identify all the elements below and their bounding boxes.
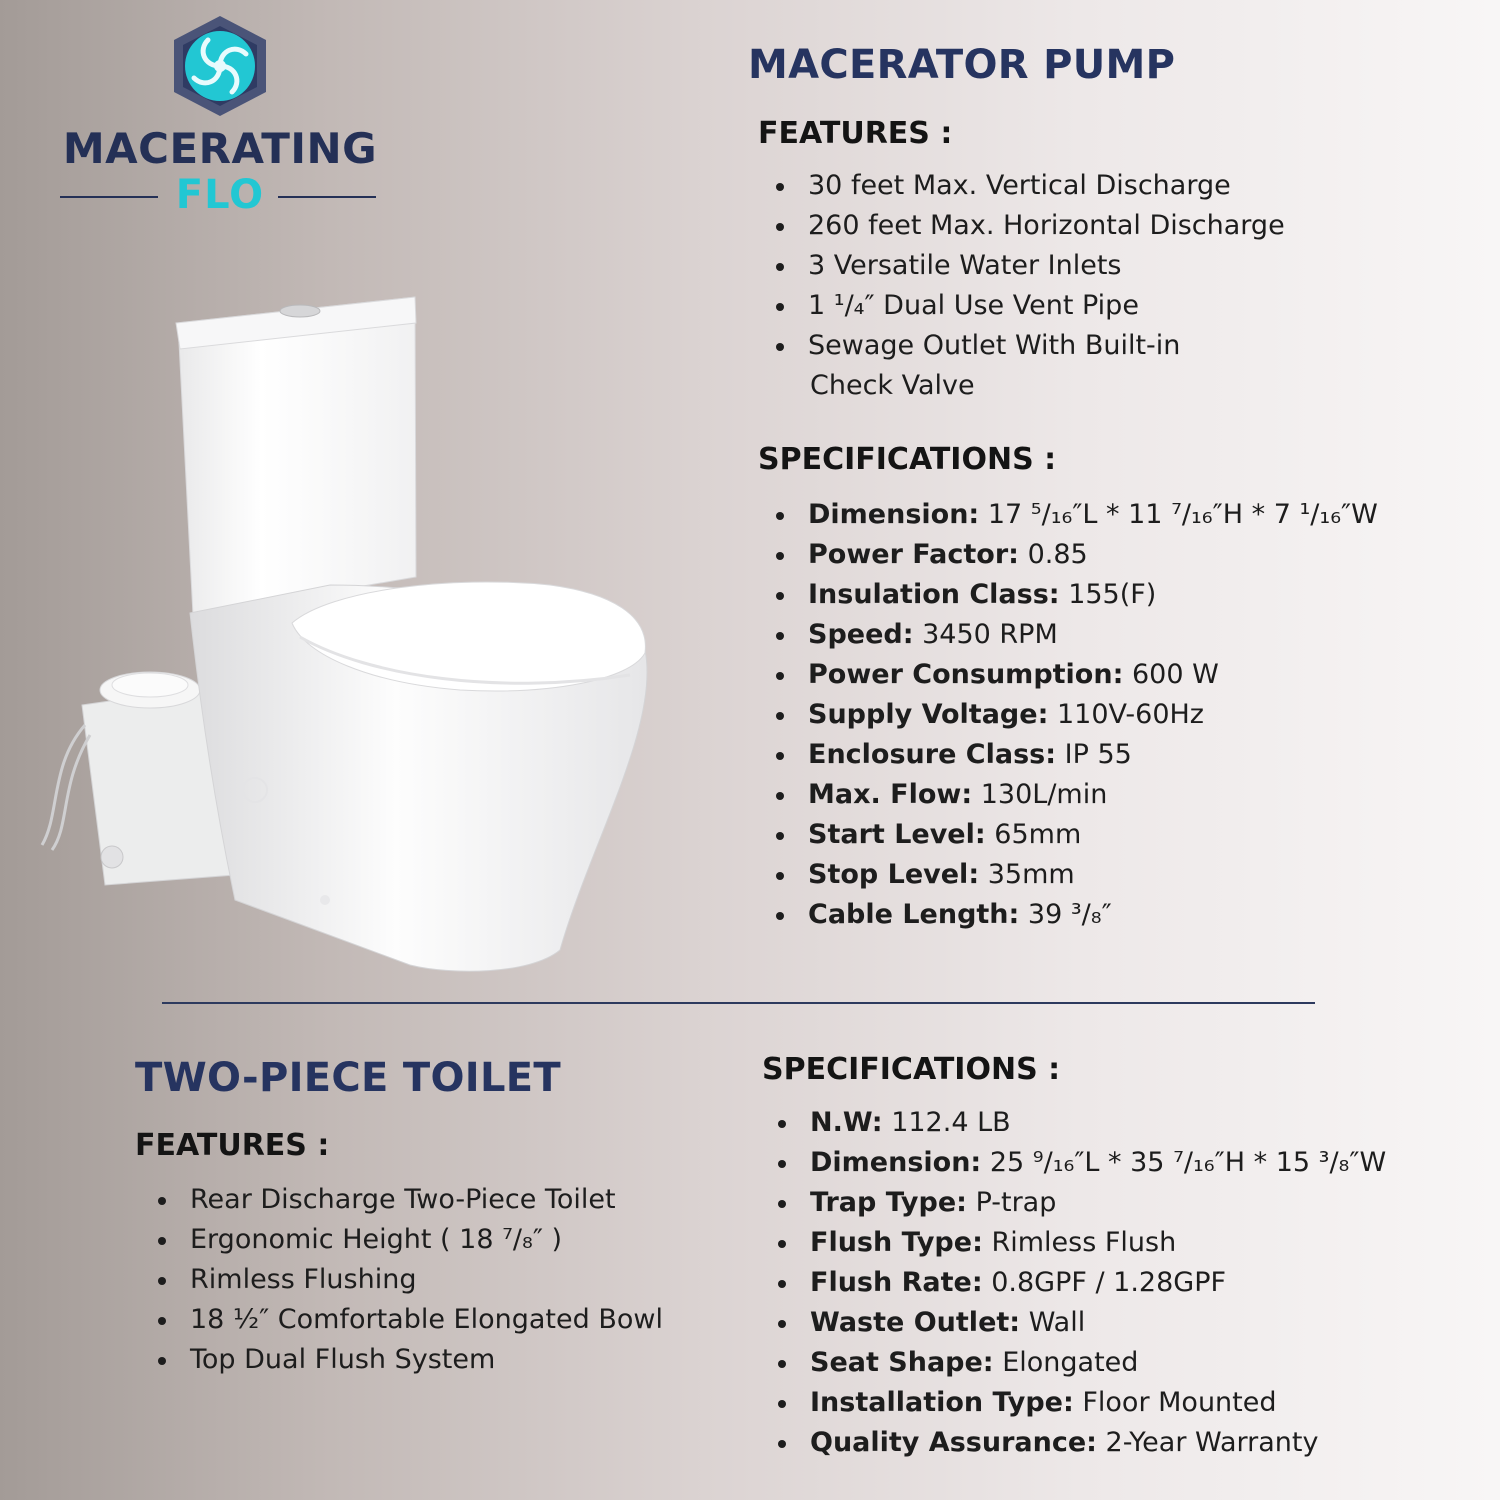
- logo-hexagon-icon: [50, 12, 390, 127]
- spec-row: [774, 775, 1378, 815]
- spec-value: 155(F): [1068, 579, 1157, 610]
- logo-wordmark-top: MACERATING: [62, 124, 378, 173]
- list-item: 1 ¹/₄″ Dual Use Vent Pipe: [774, 286, 1285, 326]
- spec-value: 0.8GPF / 1.28GPF: [991, 1267, 1227, 1298]
- spec-value: 112.4 LB: [891, 1107, 1011, 1138]
- spec-row: [774, 535, 1378, 575]
- spec-key: Flush Rate:: [810, 1267, 983, 1298]
- pump-specs-heading: SPECIFICATIONS :: [758, 442, 1057, 477]
- spec-key: Insulation Class:: [808, 579, 1060, 610]
- spec-value: 25 ⁹/₁₆″L * 35 ⁷/₁₆″H * 15 ³/₈″W: [989, 1147, 1387, 1178]
- spec-key: Speed:: [808, 619, 914, 650]
- pump-features-list: [774, 166, 1285, 406]
- list-item: 18 ½″ Comfortable Elongated Bowl: [156, 1300, 663, 1340]
- spec-value: 35mm: [987, 859, 1075, 890]
- spec-key: Max. Flow:: [808, 779, 973, 810]
- toilet-features-heading: FEATURES :: [135, 1128, 330, 1163]
- spec-row: [774, 655, 1378, 695]
- spec-row: [774, 695, 1378, 735]
- pump-title: MACERATOR PUMP: [748, 42, 1176, 88]
- pump-specs-list: [774, 495, 1378, 935]
- spec-value: 110V-60Hz: [1056, 699, 1204, 730]
- spec-key: Waste Outlet:: [810, 1307, 1021, 1338]
- spec-row: [776, 1223, 1386, 1263]
- spec-row: [776, 1143, 1386, 1183]
- spec-key: Dimension:: [808, 499, 980, 530]
- spec-key: Quality Assurance:: [810, 1427, 1097, 1458]
- spec-value: Floor Mounted: [1082, 1387, 1277, 1418]
- list-item-line: Sewage Outlet With Built-in: [808, 330, 1181, 361]
- spec-key: N.W:: [810, 1107, 883, 1138]
- spec-key: Flush Type:: [810, 1227, 983, 1258]
- spec-row: [776, 1183, 1386, 1223]
- spec-key: Power Factor:: [808, 539, 1019, 570]
- spec-row: [774, 895, 1378, 935]
- section-divider: [162, 1002, 1315, 1004]
- spec-value: Elongated: [1002, 1347, 1139, 1378]
- spec-key: Start Level:: [808, 819, 986, 850]
- toilet-tank: [176, 297, 416, 615]
- toilet-title: TWO-PIECE TOILET: [135, 1055, 561, 1101]
- spec-value: Wall: [1028, 1307, 1086, 1338]
- brand-logo: [50, 12, 390, 222]
- spec-value: 39 ³/₈″: [1027, 899, 1112, 930]
- product-image: [30, 285, 670, 985]
- list-item-continuation: Check Valve: [810, 370, 975, 401]
- list-item: Rear Discharge Two-Piece Toilet: [156, 1180, 663, 1220]
- spec-row: [776, 1303, 1386, 1343]
- spec-row: [776, 1103, 1386, 1143]
- pump-features-heading: FEATURES :: [758, 116, 953, 151]
- list-item: Top Dual Flush System: [156, 1340, 663, 1380]
- list-item: [774, 326, 1285, 406]
- spec-value: 600 W: [1131, 659, 1219, 690]
- spec-key: Supply Voltage:: [808, 699, 1049, 730]
- spec-value: 65mm: [994, 819, 1082, 850]
- spec-value: Rimless Flush: [991, 1227, 1177, 1258]
- spec-row: [774, 495, 1378, 535]
- spec-key: Stop Level:: [808, 859, 980, 890]
- toilet-specs-list: [776, 1103, 1386, 1463]
- spec-row: [776, 1423, 1386, 1463]
- spec-value: 0.85: [1027, 539, 1088, 570]
- toilet-features-list: [156, 1180, 663, 1380]
- spec-row: [774, 735, 1378, 775]
- spec-row: [774, 575, 1378, 615]
- spec-row: [776, 1263, 1386, 1303]
- spec-value: IP 55: [1064, 739, 1132, 770]
- spec-row: [776, 1343, 1386, 1383]
- toilet-bowl: [190, 582, 647, 971]
- spec-value: 17 ⁵/₁₆″L * 11 ⁷/₁₆″H * 7 ¹/₁₆″W: [987, 499, 1378, 530]
- list-item: Ergonomic Height ( 18 ⁷/₈″ ): [156, 1220, 663, 1260]
- spec-key: Cable Length:: [808, 899, 1020, 930]
- spec-value: P-trap: [975, 1187, 1057, 1218]
- spec-value: 3450 RPM: [922, 619, 1058, 650]
- spec-key: Power Consumption:: [808, 659, 1124, 690]
- spec-key: Seat Shape:: [810, 1347, 994, 1378]
- list-item: 3 Versatile Water Inlets: [774, 246, 1285, 286]
- spec-row: [774, 615, 1378, 655]
- spec-key: Dimension:: [810, 1147, 982, 1178]
- list-item: 30 feet Max. Vertical Discharge: [774, 166, 1285, 206]
- spec-key: Trap Type:: [810, 1187, 967, 1218]
- spec-key: Enclosure Class:: [808, 739, 1057, 770]
- spec-value: 130L/min: [980, 779, 1108, 810]
- spec-value: 2-Year Warranty: [1105, 1427, 1319, 1458]
- spec-row: [774, 815, 1378, 855]
- logo-rule-right: [278, 196, 376, 198]
- spec-row: [774, 855, 1378, 895]
- spec-row: [776, 1383, 1386, 1423]
- list-item: Rimless Flushing: [156, 1260, 663, 1300]
- list-item: 260 feet Max. Horizontal Discharge: [774, 206, 1285, 246]
- spec-key: Installation Type:: [810, 1387, 1074, 1418]
- logo-wordmark-bottom: FLO: [175, 172, 265, 218]
- toilet-specs-heading: SPECIFICATIONS :: [762, 1052, 1061, 1087]
